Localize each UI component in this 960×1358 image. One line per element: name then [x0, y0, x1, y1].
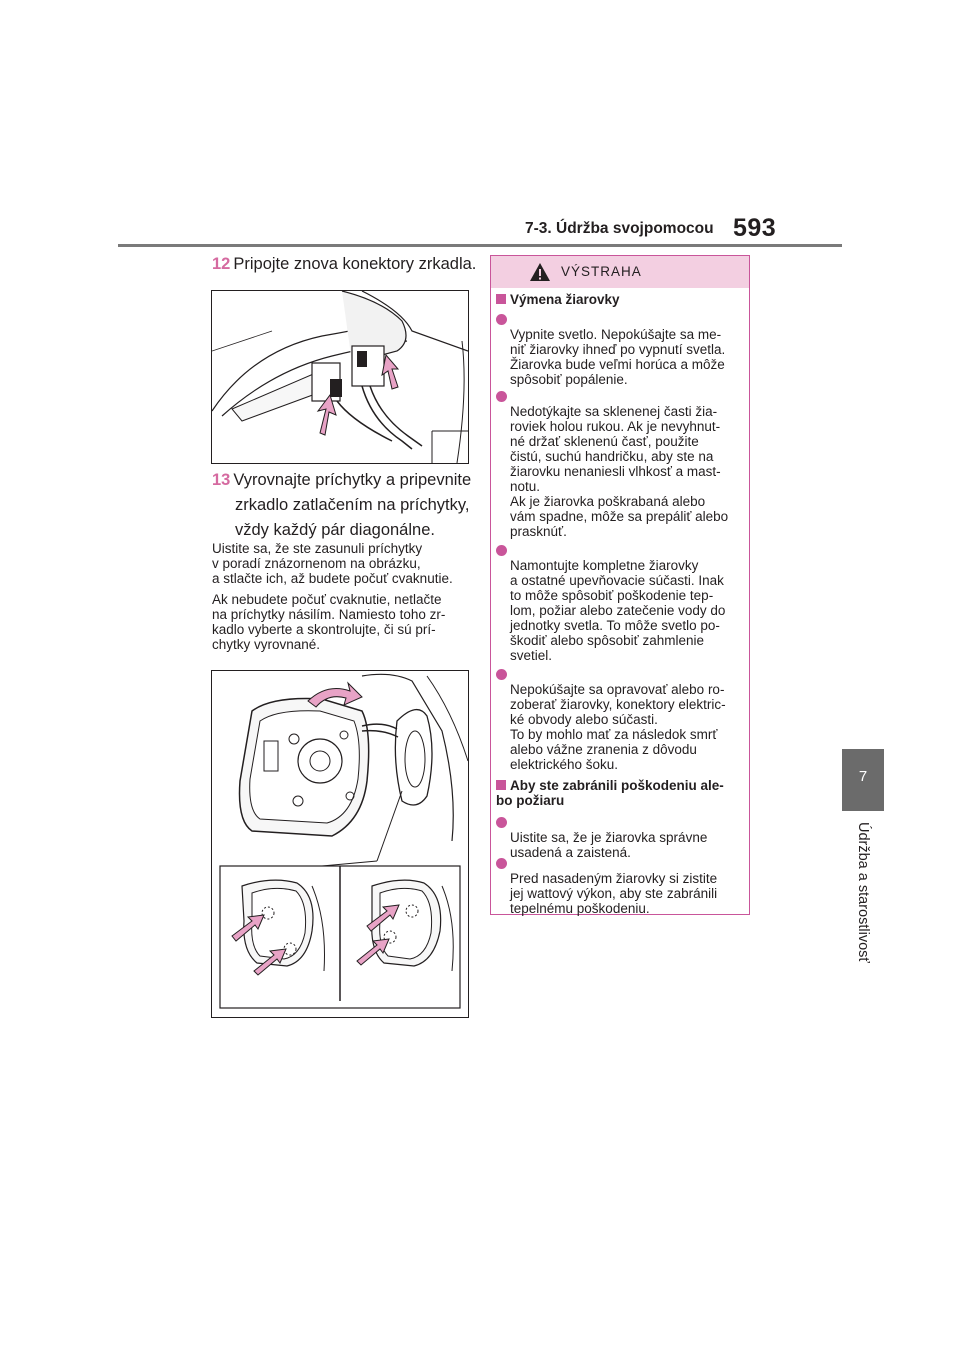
bullet-icon — [496, 314, 507, 325]
step-text-line-2: zrkadlo zatlačením na príchytky, — [235, 496, 470, 514]
item-line: lom, požiar alebo zatečenie vody do — [510, 603, 726, 618]
item-line: to môže spôsobiť poškodenie tep- — [510, 588, 714, 603]
item-line: elektrického šoku. — [510, 757, 619, 772]
note-line: v poradí znázornenom na obrázku, — [212, 556, 421, 571]
item-line: To by mohlo mať za následok smrť — [510, 727, 718, 742]
bullet-icon — [496, 817, 507, 828]
warning-header — [491, 256, 749, 288]
item-line: spôsobiť popálenie. — [510, 372, 628, 387]
item-line: jej wattový výkon, aby ste zabránili — [510, 886, 718, 901]
bullet-icon — [496, 545, 507, 556]
step-number: 12 — [212, 255, 231, 273]
item-line: né držať sklenenú časť, použite — [510, 434, 699, 449]
item-line: Pred nasadeným žiarovky si zistite — [510, 871, 718, 886]
note-line: na príchytky násilím. Namiesto toho zr- — [212, 607, 446, 622]
chapter-number: 7 — [858, 768, 868, 785]
item-line: Ak je žiarovka poškrabaná alebo — [510, 494, 706, 509]
bullet-icon — [496, 391, 507, 402]
mirror-connector-drawing — [212, 291, 468, 463]
item-line: notu. — [510, 479, 541, 494]
note-paragraph — [212, 592, 474, 652]
square-bullet-icon — [496, 294, 506, 304]
item-line: jednotky svetla. To môže svetlo po- — [510, 618, 720, 633]
note-line: Ak nebudete počuť cvaknutie, netlačte — [212, 592, 442, 607]
item-line: žiarovku nenaniesli vlhkosť a mast- — [510, 464, 721, 479]
item-line: a ostatné upevňovacie súčasti. Inak — [510, 573, 724, 588]
item-line: prasknúť. — [510, 524, 567, 539]
item-line: vám spadne, môže sa prepáliť alebo — [510, 509, 729, 524]
item-line: Namontujte kompletne žiarovky — [510, 558, 699, 573]
item-line: alebo vážne zranenia z dôvodu — [510, 742, 697, 757]
step-12 — [212, 252, 477, 277]
header-divider — [118, 244, 842, 247]
note-line: Uistite sa, že ste zasunuli príchytky — [212, 541, 423, 556]
warning-item — [496, 667, 741, 787]
item-line: Nepokúšajte sa opravovať alebo ro- — [510, 682, 725, 697]
item-line: roviek holou rukou. Ak je nevyhnut- — [510, 419, 721, 434]
warning-section-heading — [496, 292, 741, 307]
mirror-install-illustration — [211, 670, 469, 1018]
item-line: čistú, suchú handričku, aby ste na — [510, 449, 714, 464]
warning-item — [496, 543, 741, 678]
item-line: Vypnite svetlo. Nepokúšajte sa me- — [510, 327, 722, 342]
note-line: kadlo vyberte a skontrolujte, či sú prí- — [212, 622, 436, 637]
section-title: 7-3. Údržba svojpomocou — [525, 220, 714, 237]
warning-item — [496, 856, 741, 931]
item-line: ké obvody alebo súčasti. — [510, 712, 658, 727]
mirror-install-drawing — [212, 671, 468, 1017]
note-paragraph — [212, 541, 474, 586]
chapter-title: Údržba a starostlivosť — [855, 822, 871, 963]
bullet-icon — [496, 858, 507, 869]
item-line: usadená a zaistená. — [510, 845, 631, 860]
bullet-icon — [496, 669, 507, 680]
note-line: chytky vyrovnané. — [212, 637, 321, 652]
warning-title: VÝSTRAHA — [561, 264, 642, 279]
step-13 — [212, 468, 477, 543]
step-number: 13 — [212, 471, 231, 489]
item-line: zoberať žiarovky, konektory elektric- — [510, 697, 726, 712]
item-line: Nedotýkajte sa sklenenej časti žia- — [510, 404, 718, 419]
item-line: svetiel. — [510, 648, 553, 663]
step-text: Pripojte znova konektory zrkadla. — [233, 255, 477, 273]
step-text-line-3: vždy každý pár diagonálne. — [235, 521, 435, 539]
item-line: niť žiarovky ihneď po vypnutí svetla. — [510, 342, 726, 357]
warning-item — [496, 389, 741, 554]
item-line: Žiarovka bude veľmi horúca a môže — [510, 357, 725, 372]
item-line: tepelnému poškodeniu. — [510, 901, 650, 916]
step-text-line-1: Vyrovnajte príchytky a pripevnite — [233, 471, 472, 489]
square-bullet-icon — [496, 780, 506, 790]
connector-illustration — [211, 290, 469, 464]
heading-text: Výmena žiarovky — [510, 292, 620, 307]
item-line: Uistite sa, že je žiarovka správne — [510, 830, 708, 845]
heading-text: Aby ste zabránili poškodeniu ale- bo požiaru — [496, 778, 724, 808]
note-line: a stlačte ich, až budete počuť cvaknutie. — [212, 571, 453, 586]
warning-section-heading — [496, 778, 741, 808]
warning-triangle-icon — [529, 262, 551, 282]
page-number: 593 — [733, 214, 777, 242]
item-line: škodiť alebo spôsobiť zahmlenie — [510, 633, 704, 648]
